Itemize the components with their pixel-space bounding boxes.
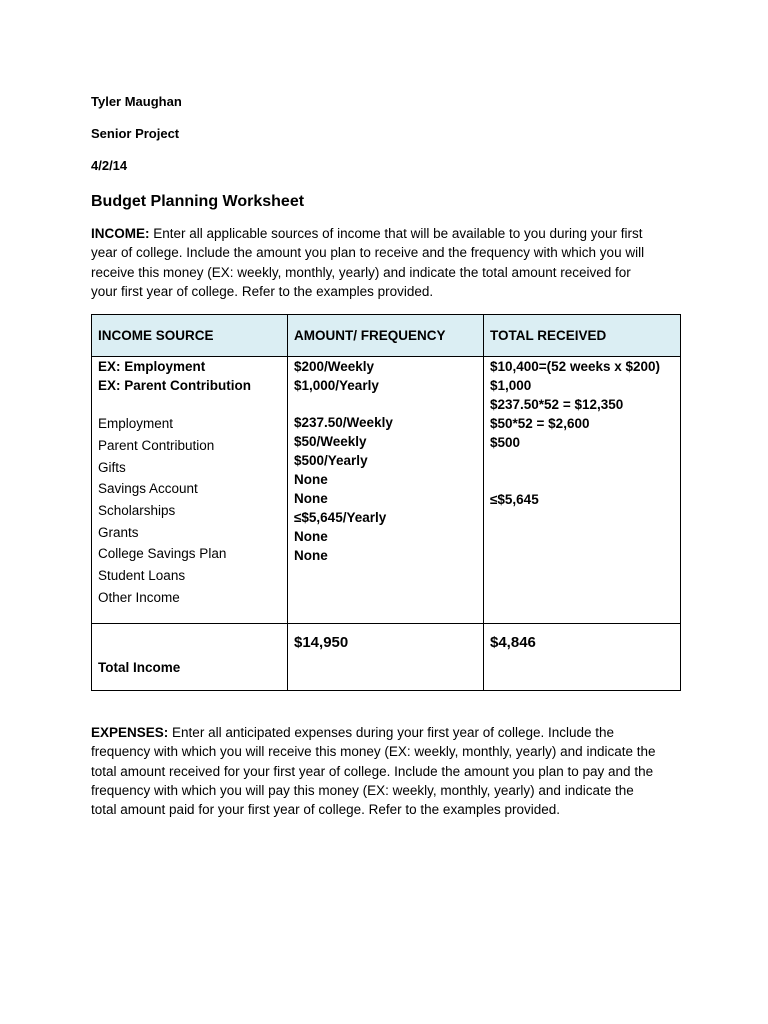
- income-text-line-2: year of college. Include the amount you plan to receive and the frequency with which you will: [91, 245, 645, 261]
- income-source-cell: [92, 357, 288, 624]
- amount-item: None: [294, 472, 328, 488]
- amount-frequency-cell: [288, 357, 484, 624]
- total-received-cell: [484, 357, 681, 624]
- income-text-line-1: Enter all applicable sources of income that will be available to you during your first: [153, 226, 643, 241]
- header-total-received: TOTAL RECEIVED: [484, 315, 681, 357]
- document-date: 4/2/14: [91, 158, 128, 173]
- expenses-text-line-3: total amount received for your first year of college. Include the amount you plan to pay and the: [91, 763, 654, 779]
- amount-item: ≤$5,645/Yearly: [294, 510, 387, 526]
- expenses-text-line-2: frequency with which you will receive this money (EX: weekly, monthly, yearly) and indicate the: [91, 744, 656, 760]
- expenses-text-line-5: total amount paid for your first year of college. Refer to the examples provided.: [91, 802, 560, 818]
- total-received-value-cell: [484, 624, 681, 691]
- total-item: $50*52 = $2,600: [490, 416, 590, 432]
- income-source-item: College Savings Plan: [98, 546, 227, 562]
- income-table: [91, 314, 681, 691]
- amount-item: None: [294, 529, 328, 545]
- example-amount: $1,000/Yearly: [294, 378, 379, 394]
- amount-item: None: [294, 548, 328, 564]
- example-source: EX: Parent Contribution: [98, 378, 251, 394]
- total-item: [490, 452, 674, 471]
- income-label: INCOME:: [91, 226, 150, 241]
- total-income-label-cell: [92, 624, 288, 691]
- income-source-item: Student Loans: [98, 568, 186, 584]
- amount-item: None: [294, 491, 328, 507]
- expenses-label: EXPENSES:: [91, 725, 169, 741]
- total-item: [490, 471, 674, 490]
- amount-item: $237.50/Weekly: [294, 415, 393, 431]
- total-income-row: [92, 624, 681, 691]
- expenses-text-line-4: frequency with which you will pay this money (EX: weekly, monthly, yearly) and indicate the: [91, 783, 634, 799]
- example-total: $1,000: [490, 378, 532, 394]
- author-name: Tyler Maughan: [91, 94, 182, 109]
- income-source-item: Grants: [98, 524, 139, 540]
- income-source-item: Other Income: [98, 589, 180, 605]
- example-source: EX: Employment: [98, 359, 206, 375]
- total-item: $237.50*52 = $12,350: [490, 397, 624, 413]
- header-amount-frequency: AMOUNT/ FREQUENCY: [288, 315, 484, 357]
- table-body-row: [92, 357, 681, 624]
- expenses-text-line-1: Enter all anticipated expenses during your first year of college. Include the: [172, 725, 615, 741]
- income-source-item: Savings Account: [98, 481, 198, 497]
- total-amount-value: $14,950: [294, 634, 349, 652]
- income-source-item: Parent Contribution: [98, 437, 215, 453]
- amount-item: $50/Weekly: [294, 434, 367, 450]
- total-item: $500: [490, 435, 521, 451]
- table-header-row: [92, 315, 681, 357]
- total-amount-cell: [288, 624, 484, 691]
- total-received-value: $4,846: [490, 634, 536, 652]
- project-name: Senior Project: [91, 126, 180, 141]
- income-source-item: Gifts: [98, 459, 126, 475]
- document-page: [91, 93, 691, 820]
- income-instructions: [91, 224, 691, 301]
- total-income-label: Total Income: [98, 660, 181, 676]
- total-item: ≤$5,645: [490, 492, 539, 508]
- expenses-instructions: [91, 723, 691, 819]
- amount-item: $500/Yearly: [294, 453, 368, 469]
- page-title: Budget Planning Worksheet: [91, 193, 305, 210]
- header-income-source: INCOME SOURCE: [92, 315, 288, 357]
- example-total: $10,400=(52 weeks x $200): [490, 359, 661, 375]
- income-source-item: Employment: [98, 416, 174, 432]
- income-text-line-4: your first year of college. Refer to the examples provided.: [91, 283, 434, 299]
- income-source-item: Scholarships: [98, 503, 176, 518]
- income-text-line-3: receive this money (EX: weekly, monthly, yearly) and indicate the total amount received for: [91, 264, 631, 280]
- example-amount: $200/Weekly: [294, 359, 375, 375]
